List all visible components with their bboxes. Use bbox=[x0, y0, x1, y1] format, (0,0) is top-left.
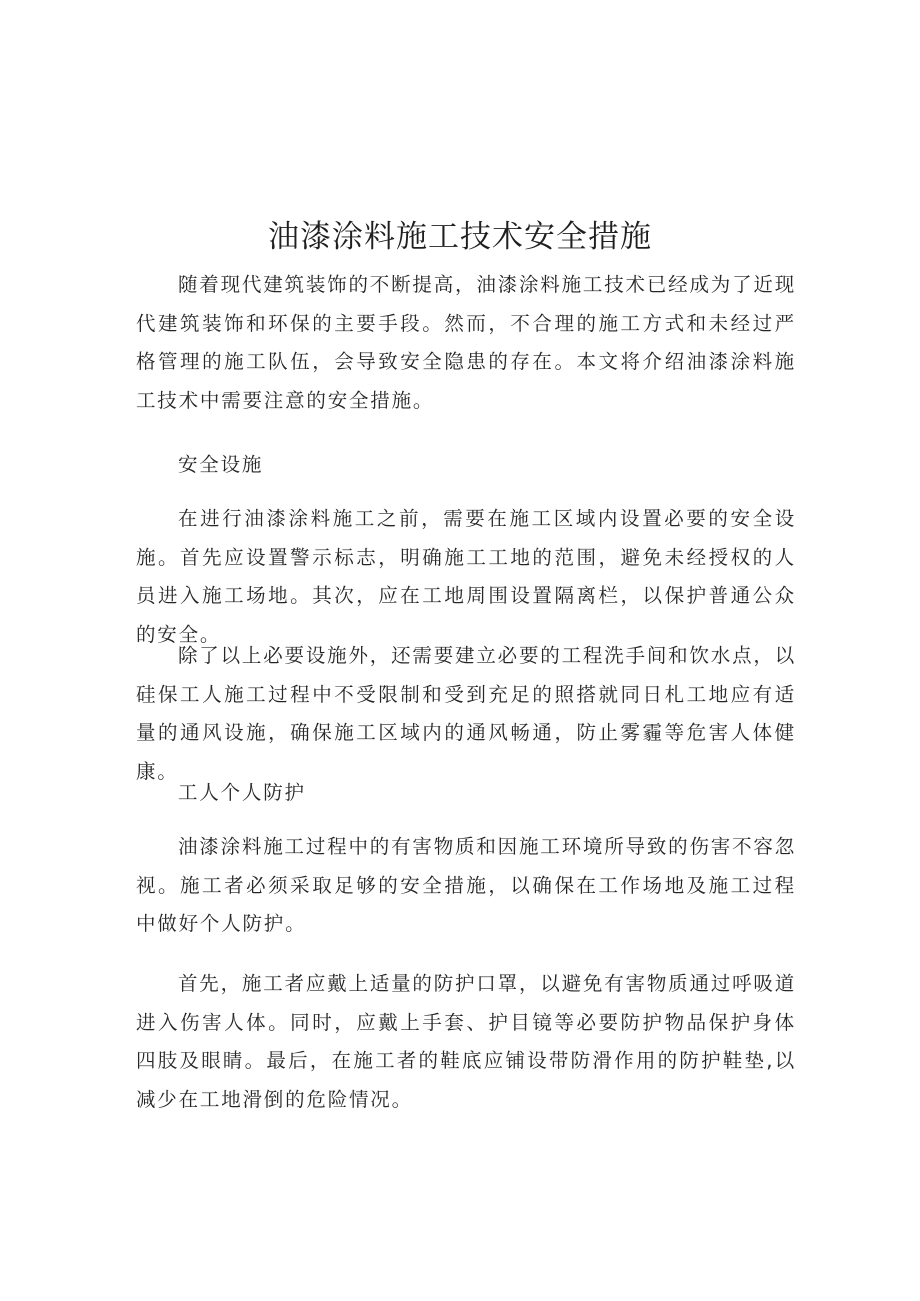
paragraph-personal-protection-1: 油漆涂料施工过程中的有害物质和因施工环境所导致的伤害不容忽视。施工者必须采取足够的安全措施，以确保在工作场地及施工过程中做好个人防护。 bbox=[136, 835, 796, 935]
document-title: 油漆涂料施工技术安全措施 bbox=[268, 219, 652, 255]
intro-paragraph: 随着现代建筑装饰的不断提高，油漆涂料施工技术已经成为了近现代建筑装饰和环保的主要手段。然而，不合理的施工方式和未经过严格管理的施工队伍，会导致安全隐患的存在。本文将介绍油漆涂料施工技术中需要注意的安全措施。 bbox=[136, 273, 796, 412]
section-heading-safety-facilities: 安全设施 bbox=[178, 453, 264, 476]
paragraph-personal-protection-2: 首先，施工者应戴上适量的防护口罩，以避免有害物质通过呼吸道进入伤害人体。同时，应戴上手套、护目镜等必要防护物品保护身体四肢及眼睛。最后，在施工者的鞋底应铺设带防滑作用的防护鞋垫,以减少在工地滑倒的危险情况。 bbox=[136, 972, 796, 1111]
paragraph-safety-facilities-1: 在进行油漆涂料施工之前，需要在施工区域内设置必要的安全设施。首先应设置警示标志，明确施工工地的范围，避免未经授权的人员进入施工场地。其次，应在工地周围设置隔离栏，以保护普通公众的安全。 bbox=[136, 507, 796, 646]
paragraph-safety-facilities-2: 除了以上必要设施外，还需要建立必要的工程洗手间和饮水点，以硅保工人施工过程中不受限制和受到充足的照搭就同日札工地应有适量的通风设施，确保施工区域内的通风畅通，防止雾霾等危害人体健康。 bbox=[136, 644, 796, 783]
section-heading-personal-protection: 工人个人防护 bbox=[178, 781, 306, 804]
